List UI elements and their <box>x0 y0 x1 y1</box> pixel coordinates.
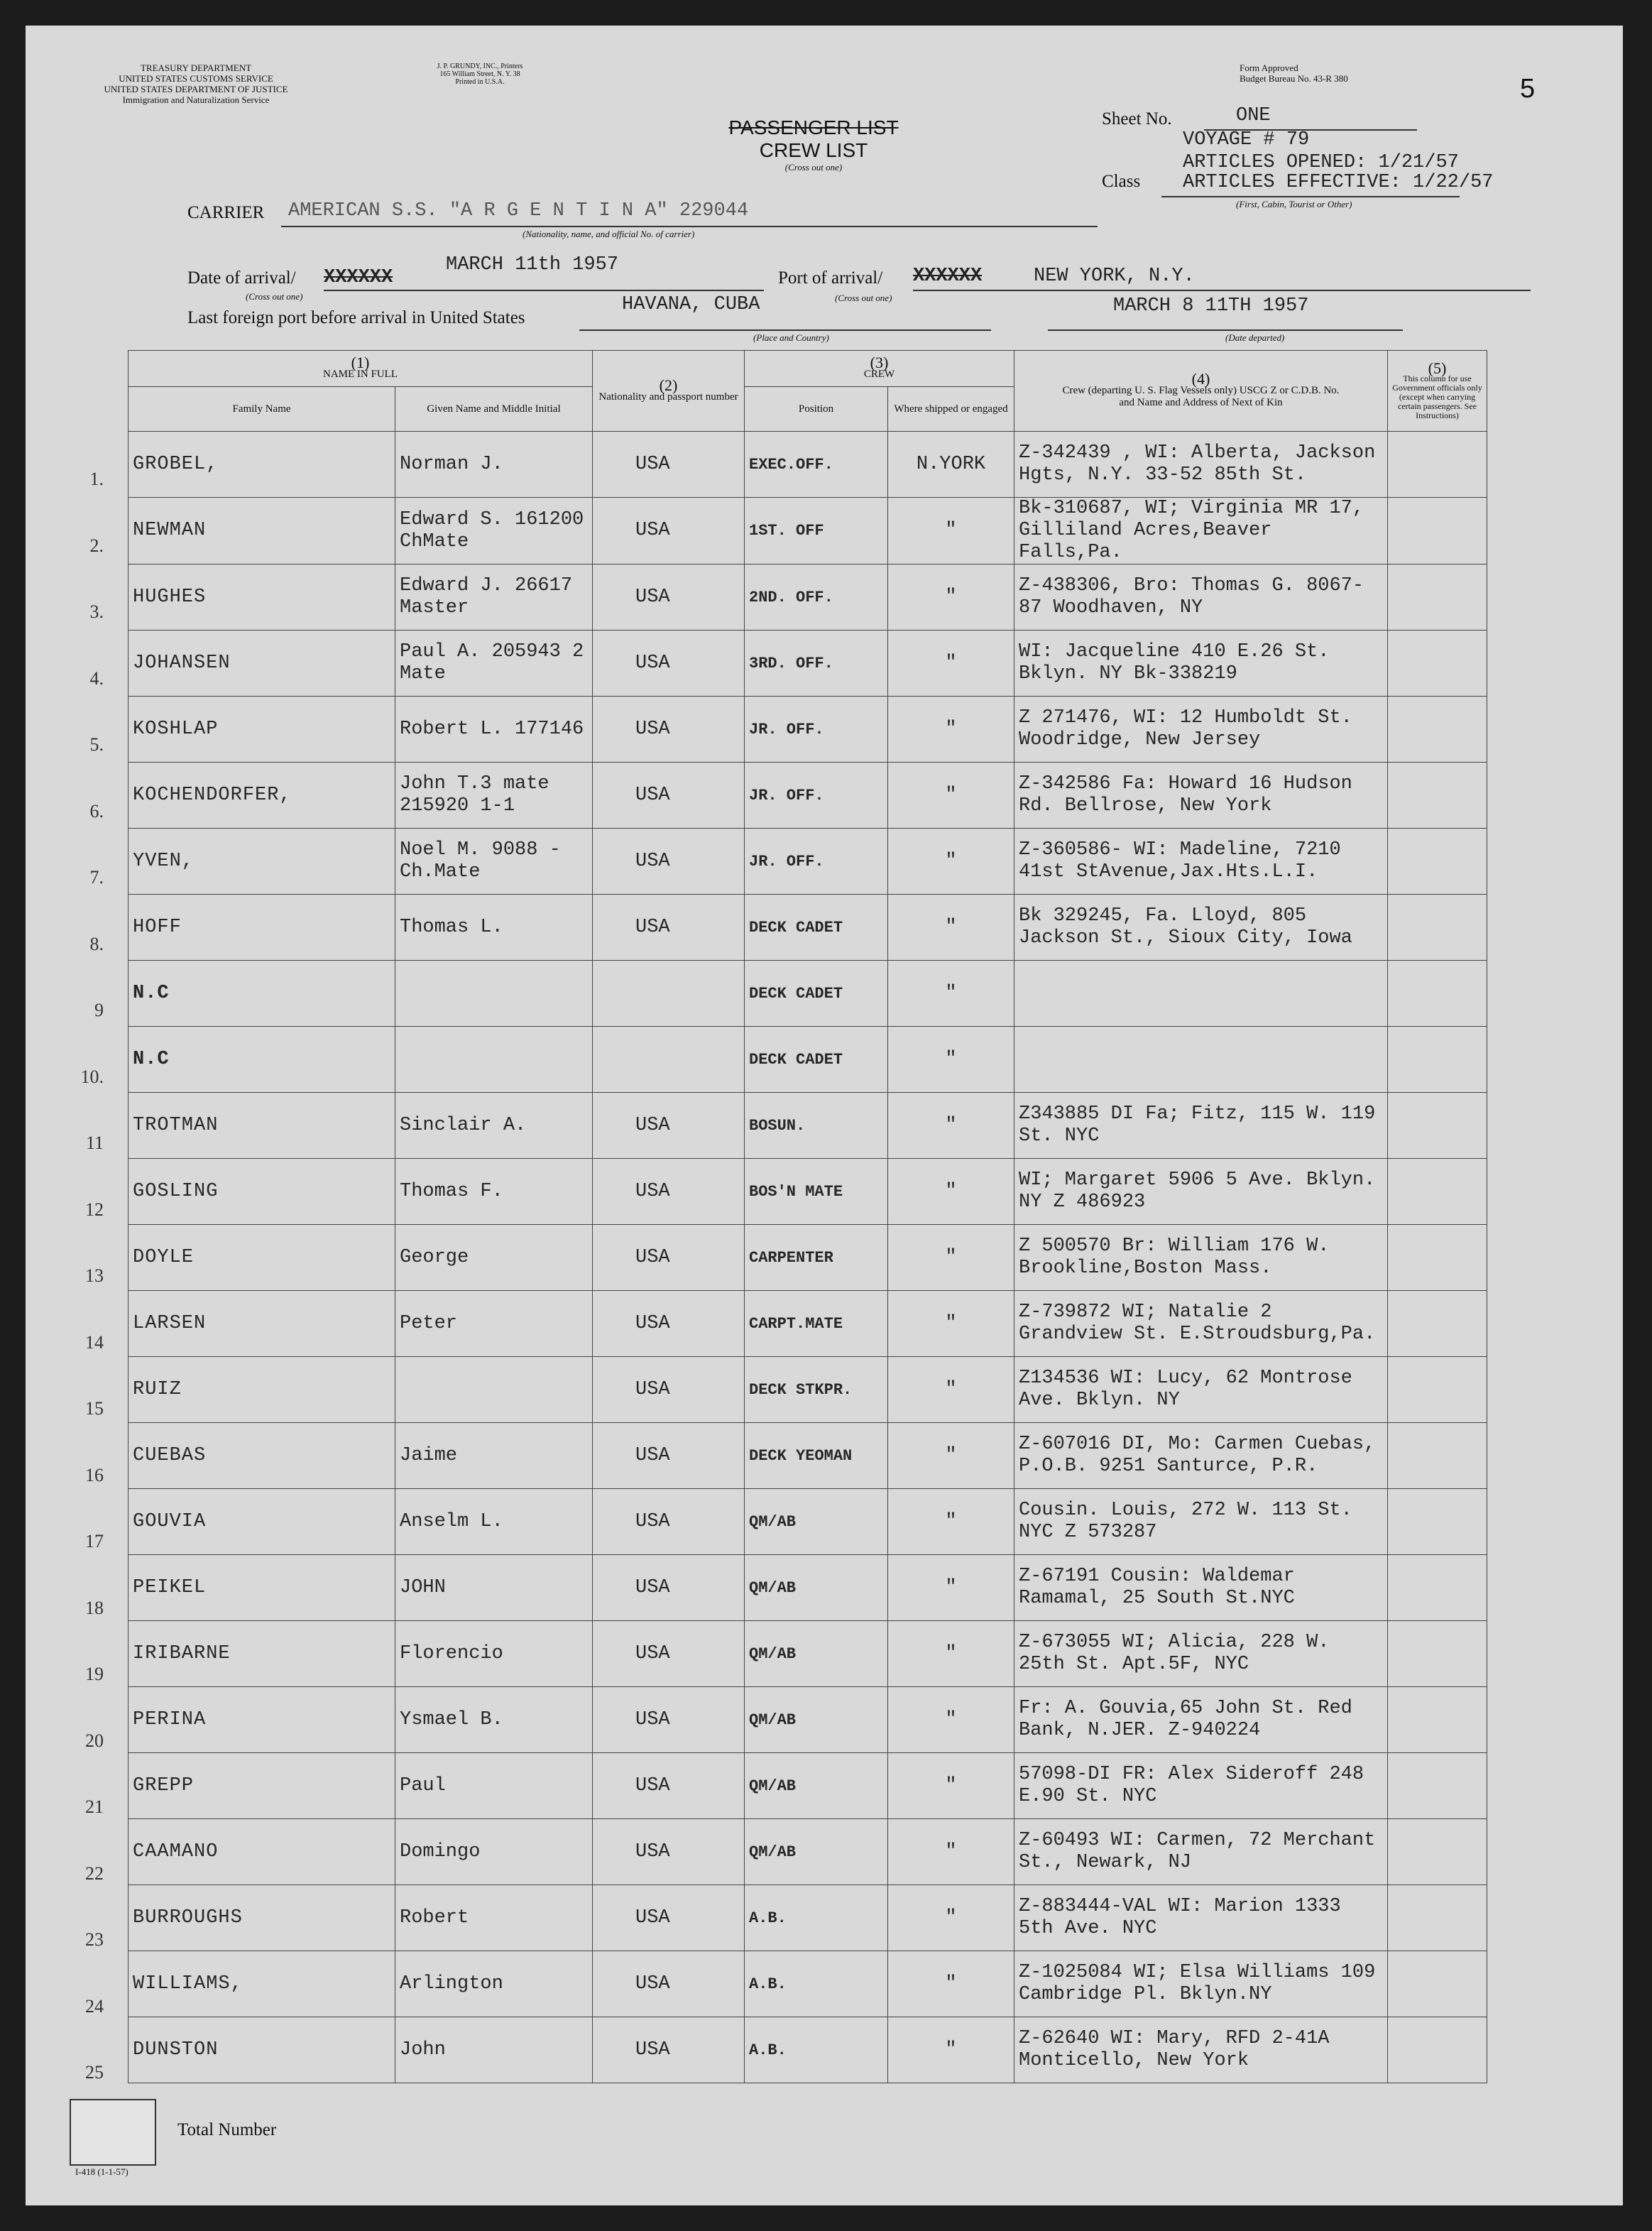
officials-mark <box>1388 1423 1487 1489</box>
next-of-kin: Z-60493 WI: Carmen, 72 Merchant St., Newark, NJ <box>1014 1819 1388 1885</box>
family-name: TROTMAN <box>128 1093 395 1159</box>
officials-mark <box>1388 631 1487 697</box>
given-name: George <box>395 1225 593 1291</box>
position: BOSUN. <box>745 1093 888 1159</box>
next-of-kin: Z-342586 Fa: Howard 16 Hudson Rd. Bellrose, New York <box>1014 763 1388 829</box>
given-name: John <box>395 2017 593 2083</box>
date-arrival-value: MARCH 11th 1957 <box>446 254 619 276</box>
crew-list-document <box>26 26 1623 2205</box>
position: QM/AB <box>745 1621 888 1687</box>
officials-mark <box>1388 697 1487 763</box>
where-shipped: " <box>888 1687 1014 1753</box>
nationality: USA <box>593 1489 745 1555</box>
row-number: 19 <box>85 1664 104 1684</box>
given-name <box>395 961 593 1027</box>
nationality: USA <box>593 1159 745 1225</box>
given-name: Jaime <box>395 1423 593 1489</box>
where-shipped: " <box>888 1885 1014 1951</box>
col3-header <box>745 351 1014 387</box>
crew-row <box>128 631 1487 697</box>
nationality: USA <box>593 1291 745 1357</box>
officials-mark <box>1388 1225 1487 1291</box>
position: EXEC.OFF. <box>745 432 888 498</box>
where-shipped: " <box>888 895 1014 961</box>
position: 2ND. OFF. <box>745 564 888 631</box>
last-port-hint: (Place and Country) <box>753 332 829 343</box>
next-of-kin <box>1014 1027 1388 1093</box>
position: QM/AB <box>745 1819 888 1885</box>
nationality: USA <box>593 1555 745 1621</box>
nationality: USA <box>593 2017 745 2083</box>
where-shipped: " <box>888 1093 1014 1159</box>
row-number: 22 <box>85 1862 104 1884</box>
next-of-kin: Z-360586- WI: Madeline, 7210 41st StAvenue,Jax.Hts.L.I. <box>1014 829 1388 895</box>
nationality: USA <box>593 1357 745 1423</box>
given-name-header: Given Name and Middle Initial <box>395 387 593 432</box>
date-departed-hint: (Date departed) <box>1225 332 1285 343</box>
next-of-kin: Z 500570 Br: William 176 W. Brookline,Boston Mass. <box>1014 1225 1388 1291</box>
position-header: Position <box>745 387 888 432</box>
where-shipped: N.YORK <box>888 432 1014 498</box>
col5-number: (5) <box>1428 359 1447 377</box>
next-of-kin: Z-62640 WI: Mary, RFD 2-41A Monticello, New York <box>1014 2017 1388 2083</box>
family-name: KOCHENDORFER, <box>128 763 395 829</box>
col1-header <box>128 351 593 387</box>
row-number: 17 <box>85 1531 104 1551</box>
crew-row <box>128 895 1487 961</box>
next-of-kin: Cousin. Louis, 272 W. 113 St. NYC Z 573287 <box>1014 1489 1388 1555</box>
crew-row <box>128 564 1487 631</box>
col2-number: (2) <box>659 376 678 394</box>
given-name: Anselm L. <box>395 1489 593 1555</box>
where-shipped: " <box>888 498 1014 564</box>
nationality: USA <box>593 1093 745 1159</box>
officials-mark <box>1388 1885 1487 1951</box>
crew-row <box>128 961 1487 1027</box>
given-name: Domingo <box>395 1819 593 1885</box>
nationality: USA <box>593 1885 745 1951</box>
crew-row <box>128 1555 1487 1621</box>
position: DECK YEOMAN <box>745 1423 888 1489</box>
position: QM/AB <box>745 1489 888 1555</box>
form-id: I-418 (1-1-57) <box>75 2166 128 2177</box>
next-of-kin: Z 271476, WI: 12 Humboldt St. Woodridge, New Jersey <box>1014 697 1388 763</box>
position: 3RD. OFF. <box>745 631 888 697</box>
row-number: 12 <box>85 1199 104 1220</box>
officials-mark <box>1388 564 1487 631</box>
family-name: N.C <box>128 961 395 1027</box>
title-crew-list: CREW LIST <box>759 139 868 161</box>
position: CARPT.MATE <box>745 1291 888 1357</box>
where-shipped: " <box>888 1291 1014 1357</box>
total-number-label: Total Number <box>177 2120 277 2139</box>
port-hint: (Cross out one) <box>835 293 892 303</box>
port-label: Port of arrival/ <box>778 268 883 288</box>
crew-row <box>128 1885 1487 1951</box>
row-number: 2. <box>89 535 104 556</box>
row-number: 24 <box>85 1995 104 2017</box>
crew-row <box>128 498 1487 564</box>
family-name: WILLIAMS, <box>128 1951 395 2017</box>
nationality: USA <box>593 432 745 498</box>
row-number: 15 <box>85 1398 104 1419</box>
given-name: Peter <box>395 1291 593 1357</box>
family-name: GREPP <box>128 1753 395 1819</box>
crew-row <box>128 1687 1487 1753</box>
cross-out-hint: (Cross out one) <box>784 162 843 173</box>
crew-row <box>128 1225 1487 1291</box>
given-name: Paul A. 205943 2 Mate <box>395 631 593 697</box>
row-number: 9 <box>94 1000 104 1020</box>
crew-row <box>128 2017 1487 2083</box>
officials-mark <box>1388 1555 1487 1621</box>
family-name: IRIBARNE <box>128 1621 395 1687</box>
crew-row <box>128 1027 1487 1093</box>
given-name: Paul <box>395 1753 593 1819</box>
row-number: 18 <box>85 1597 104 1618</box>
row-number: 4. <box>89 667 104 689</box>
family-name: N.C <box>128 1027 395 1093</box>
nationality: USA <box>593 1687 745 1753</box>
family-name: RUIZ <box>128 1357 395 1423</box>
row-number: 7. <box>89 867 104 888</box>
where-shipped: " <box>888 631 1014 697</box>
col2-header <box>593 351 745 432</box>
row-number: 20 <box>85 1730 104 1751</box>
officials-mark <box>1388 1819 1487 1885</box>
row-number: 5. <box>89 734 104 755</box>
position: 1ST. OFF <box>745 498 888 564</box>
where-shipped: " <box>888 697 1014 763</box>
where-shipped: " <box>888 1819 1014 1885</box>
crew-row <box>128 1819 1487 1885</box>
given-name: Edward J. 26617 Master <box>395 564 593 631</box>
given-name <box>395 1027 593 1093</box>
next-of-kin: Z343885 DI Fa; Fitz, 115 W. 119 St. NYC <box>1014 1093 1388 1159</box>
family-name-header: Family Name <box>128 387 395 432</box>
where-shipped: " <box>888 1225 1014 1291</box>
crew-row <box>128 1093 1487 1159</box>
nationality: USA <box>593 697 745 763</box>
row-number: 14 <box>85 1331 104 1353</box>
col3-number: (3) <box>870 354 889 371</box>
where-shipped: " <box>888 564 1014 631</box>
nationality: USA <box>593 829 745 895</box>
next-of-kin: Fr: A. Gouvia,65 John St. Red Bank, N.JER. Z-940224 <box>1014 1687 1388 1753</box>
nationality <box>593 961 745 1027</box>
crew-row <box>128 763 1487 829</box>
crew-table <box>128 350 1487 2083</box>
form-approved: Form Approved <box>1240 62 1298 73</box>
family-name: PEIKEL <box>128 1555 395 1621</box>
next-of-kin: Z-438306, Bro: Thomas G. 8067-87 Woodhaven, NY <box>1014 564 1388 631</box>
row-number: 13 <box>85 1265 104 1286</box>
col1-title: NAME IN FULL <box>323 369 398 380</box>
position: CARPENTER <box>745 1225 888 1291</box>
family-name: HOFF <box>128 895 395 961</box>
position: A.B. <box>745 1885 888 1951</box>
position: JR. OFF. <box>745 697 888 763</box>
family-name: BURROUGHS <box>128 1885 395 1951</box>
officials-mark <box>1388 961 1487 1027</box>
where-shipped: " <box>888 1621 1014 1687</box>
where-shipped: " <box>888 1027 1014 1093</box>
officials-header: This column for use Government officials only (except when carrying certain passengers. See Instructions) <box>1392 373 1482 420</box>
agency-line-2: UNITED STATES CUSTOMS SERVICE <box>119 73 273 84</box>
where-shipped: " <box>888 1753 1014 1819</box>
position: DECK STKPR. <box>745 1357 888 1423</box>
crew-row <box>128 1357 1487 1423</box>
next-of-kin: Z-342439 , WI: Alberta, Jackson Hgts, N.Y. 33-52 85th St. <box>1014 432 1388 498</box>
next-of-kin: Z-1025084 WI; Elsa Williams 109 Cambridge Pl. Bklyn.NY <box>1014 1951 1388 2017</box>
next-of-kin: Z-67191 Cousin: Waldemar Ramamal, 25 South St.NYC <box>1014 1555 1388 1621</box>
nationality: USA <box>593 631 745 697</box>
next-of-kin: 57098-DI FR: Alex Sideroff 248 E.90 St. NYC <box>1014 1753 1388 1819</box>
crew-row <box>128 1621 1487 1687</box>
row-number: 11 <box>85 1133 104 1153</box>
next-of-kin: WI; Margaret 5906 5 Ave. Bklyn. NY Z 486923 <box>1014 1159 1388 1225</box>
next-of-kin: Bk-310687, WI; Virginia MR 17, Gilliland Acres,Beaver Falls,Pa. <box>1014 498 1388 564</box>
officials-mark <box>1388 829 1487 895</box>
title-block <box>707 116 920 173</box>
given-name: Ysmael B. <box>395 1687 593 1753</box>
nationality: USA <box>593 564 745 631</box>
sheet-label: Sheet No. <box>1102 109 1172 129</box>
row-number: 23 <box>85 1929 104 1950</box>
officials-mark <box>1388 1159 1487 1225</box>
where-shipped: " <box>888 1555 1014 1621</box>
where-shipped: " <box>888 1159 1014 1225</box>
total-number-box <box>70 2099 156 2166</box>
carrier-hint: (Nationality, name, and official No. of carrier) <box>523 229 695 239</box>
family-name: GROBEL, <box>128 432 395 498</box>
col1-number: (1) <box>351 354 370 371</box>
date-arrival-label: Date of arrival/ <box>187 268 296 288</box>
crew-row <box>128 1159 1487 1225</box>
class-label: Class <box>1102 172 1141 191</box>
position: JR. OFF. <box>745 763 888 829</box>
given-name: Noel M. 9088 - Ch.Mate <box>395 829 593 895</box>
officials-mark <box>1388 763 1487 829</box>
given-name: Thomas F. <box>395 1159 593 1225</box>
position: DECK CADET <box>745 961 888 1027</box>
crew-row <box>128 1951 1487 2017</box>
date-arrival-hint: (Cross out one) <box>246 291 303 302</box>
given-name: Thomas L. <box>395 895 593 961</box>
given-name: JOHN <box>395 1555 593 1621</box>
port-arrival-struck: XXXXXX <box>913 266 983 287</box>
crew-row <box>128 829 1487 895</box>
next-of-kin: Z-607016 DI, Mo: Carmen Cuebas, P.O.B. 9251 Santurce, P.R. <box>1014 1423 1388 1489</box>
crew-row <box>128 432 1487 498</box>
where-shipped: " <box>888 763 1014 829</box>
position: QM/AB <box>745 1555 888 1621</box>
given-name: Arlington <box>395 1951 593 2017</box>
crew-row <box>128 1753 1487 1819</box>
crew-row <box>128 1489 1487 1555</box>
family-name: YVEN, <box>128 829 395 895</box>
crew-row <box>128 697 1487 763</box>
officials-mark <box>1388 2017 1487 2083</box>
position: QM/AB <box>745 1753 888 1819</box>
row-number: 6. <box>89 800 104 822</box>
next-of-kin: Z134536 WI: Lucy, 62 Montrose Ave. Bklyn. NY <box>1014 1357 1388 1423</box>
date-departed-value: MARCH 8 11TH 1957 <box>1113 295 1309 317</box>
next-of-kin: Z-673055 WI; Alicia, 228 W. 25th St. Apt.5F, NYC <box>1014 1621 1388 1687</box>
nationality: USA <box>593 895 745 961</box>
carrier-label: CARRIER <box>187 203 265 222</box>
given-name: Sinclair A. <box>395 1093 593 1159</box>
given-name: Robert <box>395 1885 593 1951</box>
officials-mark <box>1388 1951 1487 2017</box>
officials-mark <box>1388 895 1487 961</box>
next-of-kin: Z-883444-VAL WI: Marion 1333 5th Ave. NYC <box>1014 1885 1388 1951</box>
given-name: John T.3 mate 215920 1-1 <box>395 763 593 829</box>
officials-mark <box>1388 1357 1487 1423</box>
given-name: Edward S. 161200 ChMate <box>395 498 593 564</box>
family-name: GOUVIA <box>128 1489 395 1555</box>
officials-mark <box>1388 498 1487 564</box>
row-number: 16 <box>85 1464 104 1485</box>
officials-mark <box>1388 1291 1487 1357</box>
position: A.B. <box>745 1951 888 2017</box>
family-name: DOYLE <box>128 1225 395 1291</box>
class-hint: (First, Cabin, Tourist or Other) <box>1236 199 1352 209</box>
where-shipped: " <box>888 1357 1014 1423</box>
family-name: HUGHES <box>128 564 395 631</box>
col5-header <box>1388 351 1487 432</box>
last-port-value: HAVANA, CUBA <box>622 294 760 315</box>
officials-mark <box>1388 1093 1487 1159</box>
sheet-value: ONE <box>1236 105 1271 126</box>
where-shipped: " <box>888 1423 1014 1489</box>
agency-line-1: TREASURY DEPARTMENT <box>140 62 252 73</box>
nationality: USA <box>593 763 745 829</box>
officials-mark <box>1388 1489 1487 1555</box>
given-name: Robert L. 177146 <box>395 697 593 763</box>
crew-row <box>128 1291 1487 1357</box>
nationality: USA <box>593 1225 745 1291</box>
row-number: 8. <box>89 933 104 954</box>
nationality: USA <box>593 1819 745 1885</box>
officials-mark <box>1388 1621 1487 1687</box>
next-of-kin: WI: Jacqueline 410 E.26 St. Bklyn. NY Bk-338219 <box>1014 631 1388 697</box>
nationality-header: Nationality and passport number <box>598 391 738 403</box>
agency-line-4: Immigration and Naturalization Service <box>122 94 270 105</box>
row-number: 10. <box>80 1066 104 1087</box>
next-of-kin: Z-739872 WI; Natalie 2 Grandview St. E.Stroudsburg,Pa. <box>1014 1291 1388 1357</box>
nationality: USA <box>593 1753 745 1819</box>
shipped-header: Where shipped or engaged <box>888 387 1014 432</box>
next-of-kin: Bk 329245, Fa. Lloyd, 805 Jackson St., Sioux City, Iowa <box>1014 895 1388 961</box>
last-port-label: Last foreign port before arrival in United States <box>187 308 525 327</box>
family-name: DUNSTON <box>128 2017 395 2083</box>
budget-bureau: Budget Bureau No. 43-R 380 <box>1240 73 1348 84</box>
position: JR. OFF. <box>745 829 888 895</box>
given-name: Norman J. <box>395 432 593 498</box>
family-name: CAAMANO <box>128 1819 395 1885</box>
next-of-kin <box>1014 961 1388 1027</box>
family-name: LARSEN <box>128 1291 395 1357</box>
where-shipped: " <box>888 961 1014 1027</box>
officials-mark <box>1388 1687 1487 1753</box>
voyage-number: VOYAGE # 79 <box>1183 129 1310 151</box>
crew-row <box>128 1423 1487 1489</box>
nationality: USA <box>593 1621 745 1687</box>
row-number: 1. <box>89 469 104 489</box>
nationality: USA <box>593 498 745 564</box>
printer-block <box>402 62 558 86</box>
printer-line-2: 165 William Street, N. Y. 38 <box>439 70 520 78</box>
agency-line-3: UNITED STATES DEPARTMENT OF JUSTICE <box>104 84 288 94</box>
officials-mark <box>1388 432 1487 498</box>
position: QM/AB <box>745 1687 888 1753</box>
printer-line-3: Printed in U.S.A. <box>455 78 505 86</box>
page-number: 5 <box>1520 74 1536 104</box>
family-name: GOSLING <box>128 1159 395 1225</box>
port-value: NEW YORK, N.Y. <box>1034 266 1195 287</box>
printer-line-1: J. P. GRUNDY, INC., Printers <box>437 62 523 70</box>
nationality: USA <box>593 1951 745 2017</box>
crew-info-header: Crew (departing U. S. Flag Vessels only) USCG Z or C.D.B. No. and Name and Address of Next of Kin <box>1062 385 1340 408</box>
family-name: JOHANSEN <box>128 631 395 697</box>
title-passenger-list: PASSENGER LIST <box>728 116 899 138</box>
position: BOS'N MATE <box>745 1159 888 1225</box>
articles-opened: ARTICLES OPENED: 1/21/57 <box>1183 152 1459 173</box>
carrier-value: AMERICAN S.S. "A R G E N T I N A" 229044 <box>288 200 749 222</box>
agency-block <box>68 62 324 105</box>
position: DECK CADET <box>745 895 888 961</box>
row-number: 21 <box>85 1796 104 1817</box>
row-number: 25 <box>85 2062 104 2083</box>
where-shipped: " <box>888 1489 1014 1555</box>
where-shipped: " <box>888 2017 1014 2083</box>
family-name: PERINA <box>128 1687 395 1753</box>
col4-number: (4) <box>1191 370 1210 388</box>
officials-mark <box>1388 1027 1487 1093</box>
form-approved-block <box>1240 62 1348 84</box>
family-name: KOSHLAP <box>128 697 395 763</box>
given-name <box>395 1357 593 1423</box>
col3-title: CREW <box>863 369 895 380</box>
articles-effective: ARTICLES EFFECTIVE: 1/22/57 <box>1183 172 1494 193</box>
officials-mark <box>1388 1753 1487 1819</box>
row-number: 3. <box>89 601 104 622</box>
position: DECK CADET <box>745 1027 888 1093</box>
given-name: Florencio <box>395 1621 593 1687</box>
family-name: NEWMAN <box>128 498 395 564</box>
nationality <box>593 1027 745 1093</box>
family-name: CUEBAS <box>128 1423 395 1489</box>
col4-header <box>1014 351 1388 432</box>
nationality: USA <box>593 1423 745 1489</box>
where-shipped: " <box>888 829 1014 895</box>
position: A.B. <box>745 2017 888 2083</box>
where-shipped: " <box>888 1951 1014 2017</box>
date-arrival-struck: XXXXXX <box>324 267 393 288</box>
